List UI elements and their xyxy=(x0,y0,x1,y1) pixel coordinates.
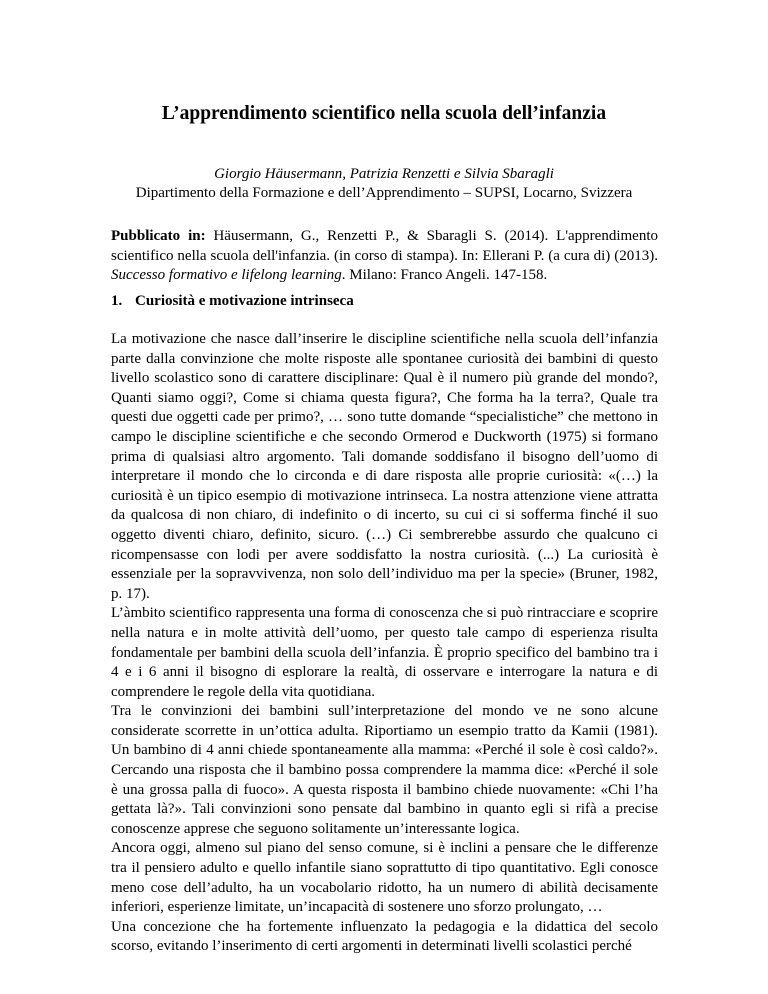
paper-title: L’apprendimento scientifico nella scuola dell’infanzia xyxy=(161,103,607,124)
section-heading xyxy=(111,292,354,311)
publication-book-title: Successo formativo e lifelong learning xyxy=(111,267,342,284)
section-body xyxy=(111,330,658,957)
publication-info xyxy=(111,227,658,286)
author-affiliation: Dipartimento della Formazione e dell’Apprendimento – SUPSI, Locarno, Svizzera xyxy=(135,185,633,201)
section-number: 1. xyxy=(111,293,123,309)
author-list: Giorgio Häusermann, Patrizia Renzetti e Silvia Sbaragli xyxy=(214,166,554,182)
publication-label: Pubblicato in: xyxy=(111,228,206,244)
section-title: Curiosità e motivazione intrinseca xyxy=(135,293,354,309)
paragraph: Una concezione che ha fortemente influenzato la pedagogia e la didattica del secolo scorso, evitando l’inserimento di certi argomenti in determinati livelli scolastici perché xyxy=(111,918,658,955)
paragraph: Ancora oggi, almeno sul piano del senso comune, si è inclini a pensare che le differenze tra il pensiero adulto e quello infantile siano soprattutto di tipo quantitativo. Egli conosce meno cose dell’adulto, ha un vocabolario ridotto, ha un numero di abilità decisamente inferiori, esperienze limitate, un’incapacità di sostenere uno sforzo prolungato, … xyxy=(111,840,658,916)
publication-citation-text: Häusermann, G., Renzetti P., & Sbaragli S. (2014). L'apprendimento scientifico nella scuola dell'infanzia. (in corso di stampa). In: Ellerani P. (a cura di) (2013). xyxy=(111,228,658,264)
publication-citation-tail: . Milano: Franco Angeli. 147-158. xyxy=(341,267,548,284)
paragraph: L’àmbito scientifico rappresenta una forma di conoscenza che si può rintracciare e scoprire nella natura e in molte attività dell’uomo, per questo tale campo di esperienza risulta fondamentale per bambini della scuola dell’infanzia. È proprio specifico del bambino tra i 4 e i 6 anni il bisogno di esplorare la realtà, di osservare e interrogare la natura e di comprendere le regole della vita quotidiana. xyxy=(111,605,658,700)
paragraph: Tra le convinzioni dei bambini sull’interpretazione del mondo ve ne sono alcune considerate scorrette in un’ottica adulta. Riportiamo un esempio tratto da Kamii (1981). Un bambino di 4 anni chiede spontaneamente alla mamma: «Perché il sole è così caldo?». Cercando una risposta che il bambino possa comprendere la mamma dice: «Perché il sole è una grossa palla di fuoco». A questa risposta il bambino chiede nuovamente: «Chi l’ha gettata là?». Tali convinzioni sono pensate dal bambino in quanto egli si rifà a precise conoscenze apprese che seguono solitamente un’interessante logica. xyxy=(111,703,658,837)
paragraph: La motivazione che nasce dall’inserire le discipline scientifiche nella scuola dell’infanzia parte dalla convinzione che molte risposte alle spontanee curiosità dei bambini di questo livello scolastico sono di carattere disciplinare: Qual è il numero più grande del mondo?, Quanti siamo oggi?, Come si chiama questa figura?, Che forma ha la terra?, Quale tra questi due oggetti cade per primo?, … sono tutte domande “specialistiche” che mettono in campo le discipline scientifiche e che secondo Ormerod e Duckworth (1975) si formano prima di qualsiasi altro argomento. Tali domande soddisfano il bisogno dell’uomo di interpretare il mondo che lo circonda e di dare risposta alle proprie curiosità: «(…) la curiosità è un tipico esempio di motivazione intrinseca. La nostra attenzione viene attratta da qualcosa di non chiaro, di indefinito o di incerto, su cui ci si sofferma finché il suo oggetto diventi chiaro, definito, sicuro. (…) Ci sembrerebbe assurdo che qualcuno ci ricompensasse con lodi per avere soddisfatto la nostra curiosità. (...) La curiosità è essenziale per la sopravvivenza, non solo dell’individuo ma per la specie» (Bruner, 1982, p. 17). xyxy=(111,331,658,602)
